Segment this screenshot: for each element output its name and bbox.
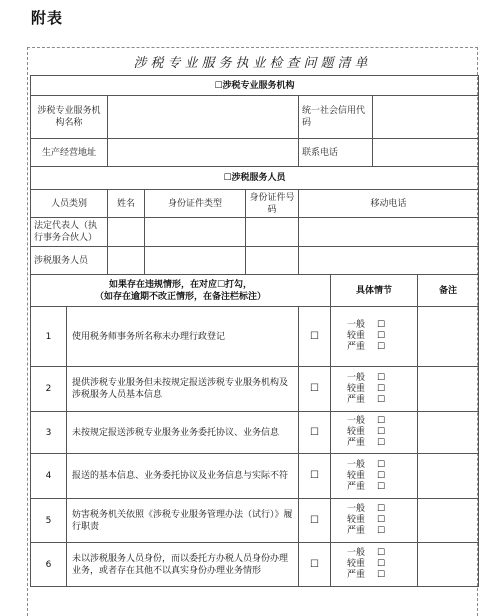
- severity-label: 一般: [347, 504, 366, 514]
- severity-checkbox[interactable]: ☐: [377, 470, 386, 481]
- severity-checkbox[interactable]: ☐: [377, 394, 386, 405]
- severity-option[interactable]: [347, 526, 414, 537]
- severity-option[interactable]: [347, 559, 414, 570]
- severity-checkbox[interactable]: ☐: [377, 526, 386, 536]
- item-remark[interactable]: [418, 307, 479, 367]
- severity-option[interactable]: [347, 482, 414, 493]
- severity-options: [331, 543, 418, 587]
- violation-row: [31, 412, 479, 454]
- id-type-header: 身份证件类型: [145, 190, 246, 218]
- item-checkbox[interactable]: ☐: [299, 367, 331, 412]
- item-description: 使用税务师事务所名称未办理行政登记: [67, 307, 299, 367]
- legal-rep-id-type-cell[interactable]: [145, 218, 246, 247]
- item-description: 报送的基本信息、业务委托协议及业务信息与实际不符: [67, 454, 299, 499]
- item-number: 6: [31, 543, 67, 587]
- violation-row: [31, 454, 479, 499]
- severity-checkbox[interactable]: ☐: [377, 504, 386, 514]
- severity-checkbox[interactable]: ☐: [377, 459, 386, 470]
- severity-label: 一般: [347, 372, 366, 383]
- inspection-table: [30, 75, 479, 587]
- id-no-header: 身份证件号码: [246, 190, 299, 218]
- severity-label: 较重: [347, 427, 366, 437]
- service-staff-id-no-cell[interactable]: [246, 247, 299, 275]
- severity-option[interactable]: [347, 548, 414, 559]
- severity-option[interactable]: [347, 384, 414, 395]
- severity-checkbox[interactable]: ☐: [377, 427, 386, 437]
- severity-label: 严重: [347, 481, 366, 492]
- item-number: 1: [31, 307, 67, 367]
- item-remark[interactable]: [418, 412, 479, 454]
- item-checkbox[interactable]: ☐: [299, 499, 331, 543]
- item-number: 4: [31, 454, 67, 499]
- legal-rep-name-cell[interactable]: [108, 218, 145, 247]
- instruction-line-2: （如存在逾期不改正情形，在备注栏标注）: [94, 291, 266, 302]
- severity-option[interactable]: [347, 570, 414, 581]
- item-number: 3: [31, 412, 67, 454]
- name-header: 姓名: [108, 190, 145, 218]
- severity-option[interactable]: [347, 438, 414, 449]
- severity-option[interactable]: [347, 515, 414, 526]
- severity-option[interactable]: [347, 320, 414, 331]
- severity-label: 较重: [347, 515, 366, 525]
- severity-checkbox[interactable]: ☐: [377, 515, 386, 525]
- severity-options: [331, 499, 418, 543]
- item-description: 妨害税务机关依照《涉税专业服务管理办法（试行）》履行职责: [67, 499, 299, 543]
- severity-option[interactable]: [347, 416, 414, 427]
- instruction-line-1: 如果存在违规情形，在对应☐打勾，: [108, 279, 253, 290]
- severity-options: [331, 307, 418, 367]
- severity-checkbox[interactable]: ☐: [377, 481, 386, 492]
- severity-checkbox[interactable]: ☐: [377, 372, 386, 383]
- severity-label: 较重: [347, 383, 366, 394]
- staff-row-service-staff: 涉税服务人员: [31, 247, 108, 275]
- legal-rep-id-no-cell[interactable]: [246, 218, 299, 247]
- org-name-value[interactable]: [108, 96, 299, 139]
- severity-label: 较重: [347, 470, 366, 481]
- violation-row: [31, 543, 479, 587]
- violation-instruction: [31, 275, 331, 307]
- mobile-header: 移动电话: [299, 190, 479, 218]
- severity-label: 较重: [347, 331, 366, 341]
- phone-value[interactable]: [373, 139, 479, 167]
- service-staff-mobile-cell[interactable]: [299, 247, 479, 275]
- severity-checkbox[interactable]: ☐: [377, 570, 386, 580]
- document-title: 涉税专业服务执业检查问题清单: [133, 55, 372, 71]
- severity-checkbox[interactable]: ☐: [377, 383, 386, 394]
- item-remark[interactable]: [418, 367, 479, 412]
- severity-option[interactable]: [347, 342, 414, 353]
- severity-options: [331, 367, 418, 412]
- violation-row: [31, 367, 479, 412]
- severity-checkbox[interactable]: ☐: [377, 416, 386, 426]
- section-org-header: ☐涉税专业服务机构: [31, 76, 479, 96]
- violation-row: [31, 499, 479, 543]
- severity-options: [331, 412, 418, 454]
- category-header: 人员类别: [31, 190, 108, 218]
- item-checkbox[interactable]: ☐: [299, 307, 331, 367]
- severity-label: 严重: [347, 438, 366, 448]
- item-number: 2: [31, 367, 67, 412]
- severity-label: 较重: [347, 559, 366, 569]
- detail-header: 具体情节: [331, 275, 418, 307]
- severity-option[interactable]: [347, 504, 414, 515]
- remark-header: 备注: [418, 275, 479, 307]
- section-staff-header: ☐涉税服务人员: [31, 167, 479, 190]
- severity-option[interactable]: [347, 373, 414, 384]
- item-description: 未以涉税服务人员身份，而以委托方办税人员身份办理业务，或者存在其他不以真实身份办理业务情形: [67, 543, 299, 587]
- severity-label: 一般: [347, 459, 366, 470]
- service-staff-id-type-cell[interactable]: [145, 247, 246, 275]
- severity-option[interactable]: [347, 427, 414, 438]
- severity-checkbox[interactable]: ☐: [377, 438, 386, 448]
- violation-row: [31, 307, 479, 367]
- item-remark[interactable]: [418, 454, 479, 499]
- severity-option[interactable]: [347, 331, 414, 342]
- severity-label: 严重: [347, 570, 366, 580]
- address-value[interactable]: [108, 139, 299, 167]
- item-description: 提供涉税专业服务但未按规定报送涉税专业服务机构及涉税服务人员基本信息: [67, 367, 299, 412]
- severity-label: 一般: [347, 416, 366, 426]
- severity-label: 严重: [347, 342, 366, 352]
- severity-checkbox[interactable]: ☐: [377, 331, 386, 341]
- item-description: 未按规定报送涉税专业服务业务委托协议、业务信息: [67, 412, 299, 454]
- severity-checkbox[interactable]: ☐: [377, 548, 386, 558]
- severity-checkbox[interactable]: ☐: [377, 342, 386, 352]
- item-remark[interactable]: [418, 543, 479, 587]
- credit-code-label: 统一社会信用代码: [299, 96, 373, 139]
- org-name-label: 涉税专业服务机构名称: [31, 96, 108, 139]
- severity-option[interactable]: [347, 460, 414, 471]
- item-number: 5: [31, 499, 67, 543]
- severity-label: 严重: [347, 394, 366, 405]
- legal-rep-mobile-cell[interactable]: [299, 218, 479, 247]
- severity-checkbox[interactable]: ☐: [377, 320, 386, 330]
- item-checkbox[interactable]: ☐: [299, 543, 331, 587]
- address-label: 生产经营地址: [31, 139, 108, 167]
- staff-row-legal-rep: 法定代表人（执行事务合伙人）: [31, 218, 108, 247]
- severity-options: [331, 454, 418, 499]
- credit-code-value[interactable]: [373, 96, 479, 139]
- item-checkbox[interactable]: ☐: [299, 454, 331, 499]
- severity-label: 严重: [347, 526, 366, 536]
- severity-option[interactable]: [347, 471, 414, 482]
- severity-label: 一般: [347, 548, 366, 558]
- item-remark[interactable]: [418, 499, 479, 543]
- item-checkbox[interactable]: ☐: [299, 412, 331, 454]
- appendix-label: 附表: [31, 9, 64, 27]
- severity-option[interactable]: [347, 395, 414, 406]
- service-staff-name-cell[interactable]: [108, 247, 145, 275]
- phone-label: 联系电话: [299, 139, 373, 167]
- severity-label: 一般: [347, 320, 366, 330]
- severity-checkbox[interactable]: ☐: [377, 559, 386, 569]
